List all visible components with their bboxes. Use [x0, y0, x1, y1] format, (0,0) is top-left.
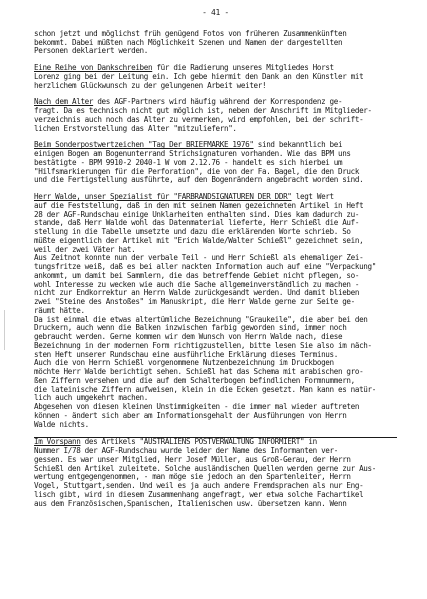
text-line	[34, 359, 397, 368]
text-line	[34, 351, 397, 360]
text-line	[34, 403, 397, 412]
line-text: können - ändert sich aber am Informationsgehalt der Ausführungen von Herrn	[34, 411, 347, 420]
text-line	[34, 107, 397, 116]
text-line	[34, 30, 397, 39]
text-line	[34, 168, 397, 177]
line-text: gebraucht werden. Gerne kommen wir dem Wunsch von Herrn Walde nach, diese	[34, 333, 343, 341]
text-line	[34, 39, 397, 48]
text-line	[34, 377, 397, 386]
line-text: fragt. Da es technisch nicht gut möglich ist, neben der Anschrift im Mitglieder-	[34, 107, 372, 115]
paragraph-p2	[34, 64, 397, 90]
line-text: Abgesehen von diesen kleinen Unstimmigkeiten - die immer mal wieder auftreten	[34, 403, 360, 411]
line-text: Vogel, Stuttgart,senden. Und weil es ja auch andere Fremdsprachen als nur Eng-	[34, 482, 364, 490]
text-line	[34, 219, 397, 228]
document-body	[34, 30, 397, 509]
text-line	[34, 412, 397, 421]
line-text: des Artikels "AUSTRALIENS POSTVERWALTUNG INFORMIERT" in	[80, 438, 317, 447]
text-line	[34, 316, 397, 325]
text-line	[34, 263, 397, 272]
line-text: für die Radierung unseres Mitgliedes Horst	[152, 64, 334, 72]
text-line	[34, 298, 397, 307]
line-text: herzlichem Glückwunsch zu der gelungenen Arbeit weiter!	[34, 81, 267, 90]
paragraph-heading: Nach dem Alter	[34, 98, 94, 107]
line-text: "Hilfsmarkierungen für die Perforation", die von der Fa. Bagel, die den Druck	[34, 167, 360, 176]
text-line	[34, 333, 397, 342]
page-number: - 41 -	[202, 8, 229, 17]
line-text: Druckern, auch wenn die Balken inzwischen farbig geworden sind, immer noch	[34, 324, 347, 333]
text-line	[34, 394, 397, 403]
line-text: lisch gibt, wird in diesem Zusammenhang angefragt, wer etwa solche Fachartikel	[34, 490, 364, 499]
line-text: zwei "Steine des Anstoßes" im Manuskript, die Herr Walde gerne zur Seite ge-	[34, 298, 355, 306]
line-text: des AGF-Partners wird häufig während der Korrespondenz ge-	[93, 98, 343, 107]
paragraph-p1	[34, 30, 397, 56]
paragraph-p5	[34, 193, 397, 429]
line-text: Lorenz ging bei der Leitung ein. Ich gebe hiermit den Dank an den Künstler mit	[34, 72, 364, 81]
text-line	[34, 272, 397, 281]
line-text: ßen Ziffern versehen und die auf dem Schalterbogen befindlichen Formnummern,	[34, 376, 355, 385]
line-text: einigen Bogen am Bogenunterrand Strichsignaturen vorhanden. Wie das BPM uns	[34, 150, 351, 158]
text-line	[34, 47, 397, 56]
line-text: Da ist einmal die etwas altertümliche Bezeichnung "Graukeile", die aber bei den	[34, 315, 368, 324]
line-text: bestätigte - BPM 9910-2 2040-1 W vom 2.12.76 - handelt es sich hierbei um	[34, 158, 343, 167]
line-text: auf die Feststellung, daß in den mit seinem Namen gezeichneten Artikel in Heft	[34, 201, 364, 210]
paragraph-heading: Im Vorspann	[34, 438, 81, 447]
line-text: wertung entgegengenommen, - man möge sie jedoch an den Spartenleiter, Herrn	[34, 473, 351, 482]
line-text: lichen Erstvorstellung das Alter "mitzuliefern".	[34, 124, 237, 133]
line-text: Personen deklariert werden.	[34, 47, 148, 56]
line-text: nicht zur Endkorrektur an Herrn Walde zurückgesandt werden. Und damit blieben	[34, 289, 360, 298]
paragraph-p3	[34, 98, 397, 133]
line-text: 28 der AGF-Rundschau einige Unklarheiten enthalten sind. Dies kam dadurch zu-	[34, 210, 360, 219]
text-line	[34, 116, 397, 125]
line-text: die lateinische Ziffern aufweisen, klein in die Ecken gesetzt. Man kann es natür-	[34, 385, 376, 394]
text-line	[34, 307, 397, 316]
text-line	[34, 82, 397, 91]
line-text: sind bekanntlich bei	[253, 141, 343, 150]
text-line	[34, 447, 397, 456]
text-line	[34, 368, 397, 377]
text-line	[34, 254, 397, 263]
text-line	[34, 64, 397, 73]
text-line	[34, 386, 397, 395]
text-line	[34, 289, 397, 298]
text-line	[34, 193, 397, 202]
line-text: räumt hätte.	[34, 306, 85, 315]
line-text: wohl Interesse zu wecken wie auch die Sache allgemeinverständlich zu machen -	[34, 280, 360, 289]
line-text: müßte eigentlich der Artikel mit "Erich Walde/Walter Schießl" gezeichnet sein,	[34, 236, 364, 245]
text-line	[34, 150, 397, 159]
line-text: Nummer I/78 der AGF-Rundschau wurde leider der Name des Informanten ver-	[34, 447, 338, 455]
line-text: Schießl den Artikel zuleitete. Solche ausländischen Quellen werden gerne zur Aus-	[34, 464, 376, 473]
text-line	[34, 342, 397, 351]
line-text: Walde nichts.	[34, 420, 89, 429]
text-line	[34, 202, 397, 211]
text-line	[34, 281, 397, 290]
text-line	[34, 246, 397, 255]
scan-edge-mark	[4, 310, 5, 350]
text-line	[34, 482, 397, 491]
line-text: Bezeichnung in der modernen Form richtigzustellen, bitte lesen Sie also im näch-	[34, 341, 372, 350]
paragraph-heading: Eine Reihe von Dankschreiben	[34, 64, 153, 72]
paragraph-p6	[34, 437, 397, 508]
text-line	[34, 421, 397, 430]
paragraph-heading: Beim Sonderpostwertzeichen "Tag Der BRIEFMARKE 1976"	[34, 141, 254, 150]
text-line	[34, 228, 397, 237]
line-text: stande, daß Herr Walde wohl das Datenmaterial lieferte, Herr Schießl die Auf-	[34, 219, 360, 228]
text-line	[34, 324, 397, 333]
text-line	[34, 159, 397, 168]
text-line	[34, 473, 397, 482]
text-line	[34, 438, 397, 447]
text-line	[34, 73, 397, 82]
line-text: möchte Herr Walde berichtigt sehen. Schießl hat das Schema mit arabischen gro-	[34, 368, 364, 376]
text-line	[34, 500, 397, 509]
line-text: lich auch umgekehrt machen.	[34, 394, 148, 403]
text-line	[34, 456, 397, 465]
line-text: stellung in die Tabelle umsetzte und dazu die erklärenden Worte schrieb. So	[34, 228, 351, 236]
line-text: tungsfritze weiß, daß es bei aller nackten Information auch auf eine "Verpackung"	[34, 263, 376, 271]
text-line	[34, 465, 397, 474]
line-text: weil der zwei Väter hat.	[34, 245, 136, 254]
text-line	[34, 176, 397, 185]
line-text: und die Fertigstellung ausführte, auf den Bogenrändern angebracht worden sind.	[34, 176, 364, 185]
line-text: bekommt. Dabei müßten nach Möglichkeit Szenen und Namen der dargestellten	[34, 38, 343, 47]
line-text: ankommt, um damit bei Sammlern, die das betreffende Gebiet nicht pflegen, so-	[34, 271, 360, 280]
line-text: sten Heft unserer Rundschau eine ausführliche Erklärung dieses Terminus.	[34, 350, 338, 359]
text-line	[34, 98, 397, 107]
text-line	[34, 491, 397, 500]
line-text: legt Wert	[291, 193, 334, 201]
paragraph-p4	[34, 141, 397, 185]
line-text: schon jetzt und möglichst früh genügend Fotos von früheren Zusammenkünften	[34, 29, 347, 38]
text-line	[34, 125, 397, 134]
paragraph-heading: Herr Walde, unser Spezialist für "FARBRANDSIGNATUREN DER DDR"	[34, 193, 292, 201]
text-line	[34, 237, 397, 246]
line-text: verzeichnis auch noch das Alter zu vermerken, wird empfohlen, bei der schrift-	[34, 115, 364, 124]
line-text: aus dem Französischen,Spanischen, Italienischen usw. übersetzen kann. Wenn	[34, 499, 347, 508]
line-text: gessen. Es war unser Mitglied, Herr Josef Müller, aus Groß-Gerau, der Herrn	[34, 455, 351, 464]
text-line	[34, 211, 397, 220]
line-text: Auch die von Herrn Schießl vorgenommene Nutzenbezeichnung im Druckbogen	[34, 359, 334, 368]
text-line	[34, 141, 397, 150]
line-text: Aus Zeitnot konnte nun der verbale Teil - und Herr Schießl als ehemaliger Zei-	[34, 254, 364, 263]
